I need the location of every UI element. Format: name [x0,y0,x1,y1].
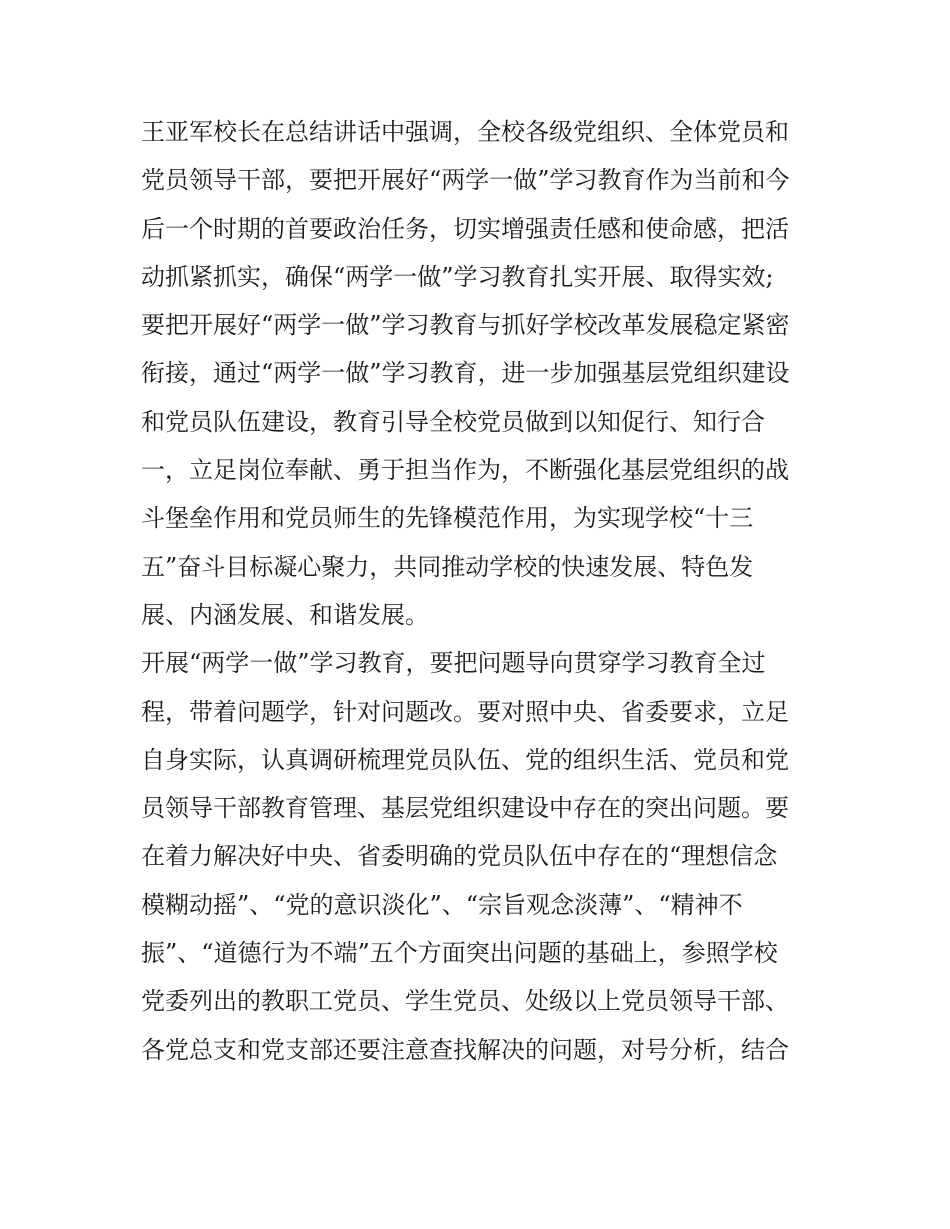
text-line: 要把开展好“两学一做”学习教育与抓好学校改革发展稳定紧密 [141,311,790,340]
text-line: 后一个时期的首要政治任务，切实增强责任感和使命感，把活 [141,214,789,243]
text-line: 五”奋斗目标凝心聚力，共同推动学校的快速发展、特色发 [141,552,754,581]
text-line: 王亚军校长在总结讲话中强调，全校各级党组织、全体党员和 [141,118,789,146]
text-line: 各党总支和党支部还要注意查找解决的问题，对号分析，结合 [141,1035,789,1064]
text-line: 员领导干部教育管理、基层党组织建设中存在的突出问题。要 [141,794,789,823]
text-line: 展、内涵发展、和谐发展。 [141,600,429,629]
document-body [141,108,821,1074]
text-line: 模糊动摇”、“党的意识淡化”、“宗旨观念淡薄”、“精神不 [141,890,743,919]
text-line: 一，立足岗位奉献、勇于担当作为，不断强化基层党组织的战 [141,456,789,485]
text-line: 和党员队伍建设，教育引导全校党员做到以知促行、知行合 [141,407,765,436]
text-line: 振”、“道德行为不端”五个方面突出问题的基础上，参照学校 [141,939,778,968]
text-line: 党委列出的教职工党员、学生党员、处级以上党员领导干部、 [141,987,789,1016]
text-line: 斗堡垒作用和党员师生的先锋模范作用，为实现学校“十三 [141,504,754,533]
text-line: 动抓紧抓实，确保“两学一做”学习教育扎实开展、取得实效; [141,262,774,291]
text-line: 党员领导干部，要把开展好“两学一做”学习教育作为当前和今 [141,166,790,195]
text-line: 自身实际，认真调研梳理党员队伍、党的组织生活、党员和党 [141,745,789,774]
text-line: 衔接，通过“两学一做”学习教育，进一步加强基层党组织建设 [141,359,790,388]
text-line: 在着力解决好中央、省委明确的党员队伍中存在的“理想信念 [141,842,778,871]
text-line: 程，带着问题学，针对问题改。要对照中央、省委要求，立足 [141,697,789,726]
text-line: 开展“两学一做”学习教育，要把问题导向贯穿学习教育全过 [141,649,766,678]
